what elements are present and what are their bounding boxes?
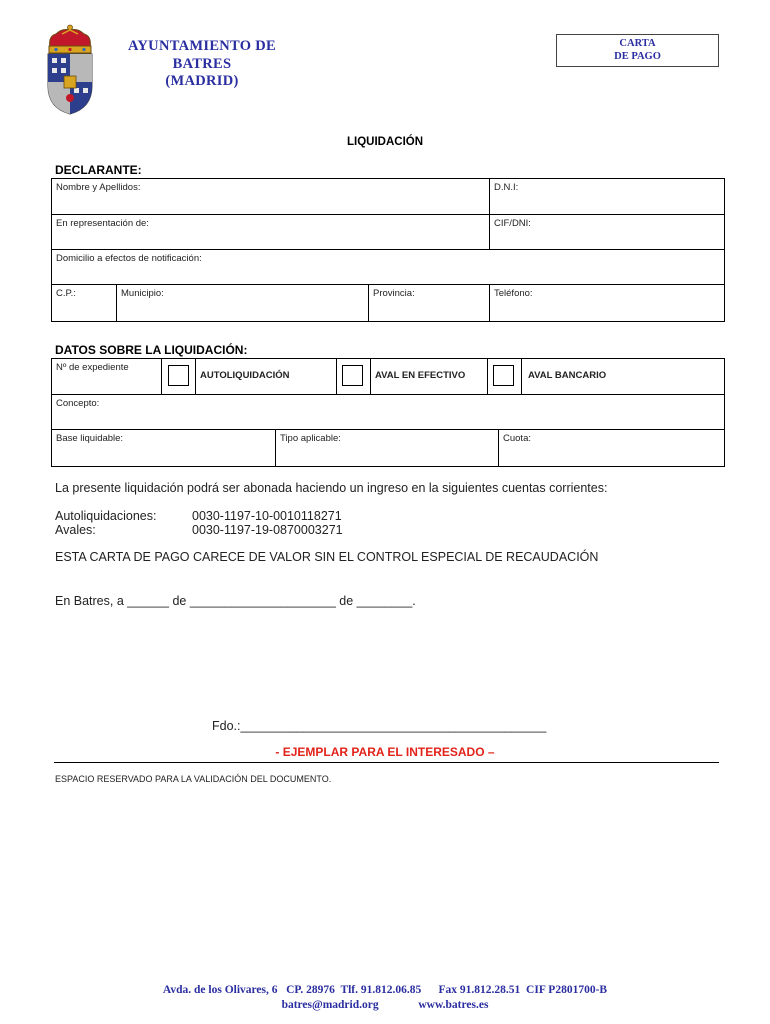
aval-bancario-option xyxy=(522,359,724,394)
coat-of-arms-icon xyxy=(42,24,98,116)
reserved-space-label: ESPACIO RESERVADO PARA LA VALIDACIÓN DEL DOCUMENTO. xyxy=(55,774,332,784)
nombre-field[interactable]: Nombre y Apellidos: xyxy=(52,179,490,214)
autoliquidaciones-label: Autoliquidaciones: xyxy=(55,509,157,523)
tipo-aplicable-field[interactable]: Tipo aplicable: xyxy=(276,430,499,466)
liquidacion-row-1 xyxy=(52,359,724,395)
aval-efectivo-checkbox[interactable] xyxy=(342,365,363,386)
expediente-field[interactable]: Nº de expediente xyxy=(52,359,162,394)
declarante-row-3 xyxy=(52,250,724,285)
town-line-2: BATRES xyxy=(172,55,232,72)
autoliquidaciones-account: 0030-1197-10-0010118271 xyxy=(192,509,342,523)
ejemplar-label: - EJEMPLAR PARA EL INTERESADO – xyxy=(275,745,495,759)
declarante-table xyxy=(51,178,725,322)
autoliquidacion-option xyxy=(196,359,337,394)
town-name xyxy=(112,38,292,91)
cuota-field[interactable]: Cuota: xyxy=(503,433,531,444)
aval-bancario-check-cell xyxy=(488,359,522,394)
carta-line-1: CARTA xyxy=(619,38,656,49)
declarante-row-1 xyxy=(52,179,724,215)
avales-label: Avales: xyxy=(55,523,96,537)
divider xyxy=(54,762,719,763)
domicilio-field[interactable]: Domicilio a efectos de notificación: xyxy=(56,253,202,264)
autoliquidacion-label: AUTOLIQUIDACIÓN xyxy=(200,370,290,381)
liquidacion-row-2 xyxy=(52,395,724,430)
aval-bancario-label: AVAL BANCARIO xyxy=(528,370,607,381)
footer-contact xyxy=(0,998,770,1013)
aval-bancario-checkbox[interactable] xyxy=(493,365,514,386)
date-line[interactable]: En Batres, a ______ de _____________________ de ________. xyxy=(55,594,416,608)
liquidacion-row-3 xyxy=(52,430,724,466)
dni-field[interactable]: D.N.I: xyxy=(494,182,519,193)
declarante-heading: DECLARANTE: xyxy=(55,163,142,177)
carta-de-pago-box xyxy=(556,34,719,67)
aval-efectivo-option xyxy=(371,359,488,394)
provincia-field[interactable]: Provincia: xyxy=(369,285,490,321)
crown-icon xyxy=(49,25,91,53)
signature-line[interactable]: Fdo.:____________________________________________ xyxy=(212,719,547,733)
base-liquidable-field[interactable]: Base liquidable: xyxy=(52,430,276,466)
footer xyxy=(0,983,770,1013)
representacion-field[interactable]: En representación de: xyxy=(52,215,490,249)
town-line-1: AYUNTAMIENTO DE xyxy=(127,38,277,54)
aval-efectivo-check-cell xyxy=(337,359,371,394)
avales-account: 0030-1197-19-0870003271 xyxy=(192,523,343,537)
town-line-3: (MADRID) xyxy=(165,73,239,89)
document-title: LIQUIDACIÓN xyxy=(346,136,424,148)
cp-field[interactable]: C.P.: xyxy=(52,285,117,321)
footer-website[interactable]: www.batres.es xyxy=(418,999,489,1011)
autoliquidacion-check-cell xyxy=(162,359,196,394)
aval-efectivo-label: AVAL EN EFECTIVO xyxy=(375,370,466,381)
carta-line-2: DE PAGO xyxy=(614,51,661,62)
declarante-row-4 xyxy=(52,285,724,321)
liquidacion-table xyxy=(51,358,725,467)
cif-field[interactable]: CIF/DNI: xyxy=(494,218,531,229)
abono-text: La presente liquidación podrá ser abonada haciendo un ingreso en la siguientes cuentas corrientes: xyxy=(55,481,608,495)
footer-address: Avda. de los Olivares, 6 CP. 28976 Tlf. 91.812.06.85 Fax 91.812.28.51 CIF P2801700-B xyxy=(162,984,608,996)
footer-email[interactable]: batres@madrid.org xyxy=(281,999,379,1011)
warning-text: ESTA CARTA DE PAGO CARECE DE VALOR SIN EL CONTROL ESPECIAL DE RECAUDACIÓN xyxy=(55,550,599,564)
liquidacion-heading: DATOS SOBRE LA LIQUIDACIÓN: xyxy=(55,343,248,357)
autoliquidacion-checkbox[interactable] xyxy=(168,365,189,386)
concepto-field[interactable]: Concepto: xyxy=(56,398,100,409)
declarante-row-2 xyxy=(52,215,724,250)
telefono-field[interactable]: Teléfono: xyxy=(494,288,533,299)
municipio-field[interactable]: Municipio: xyxy=(117,285,369,321)
